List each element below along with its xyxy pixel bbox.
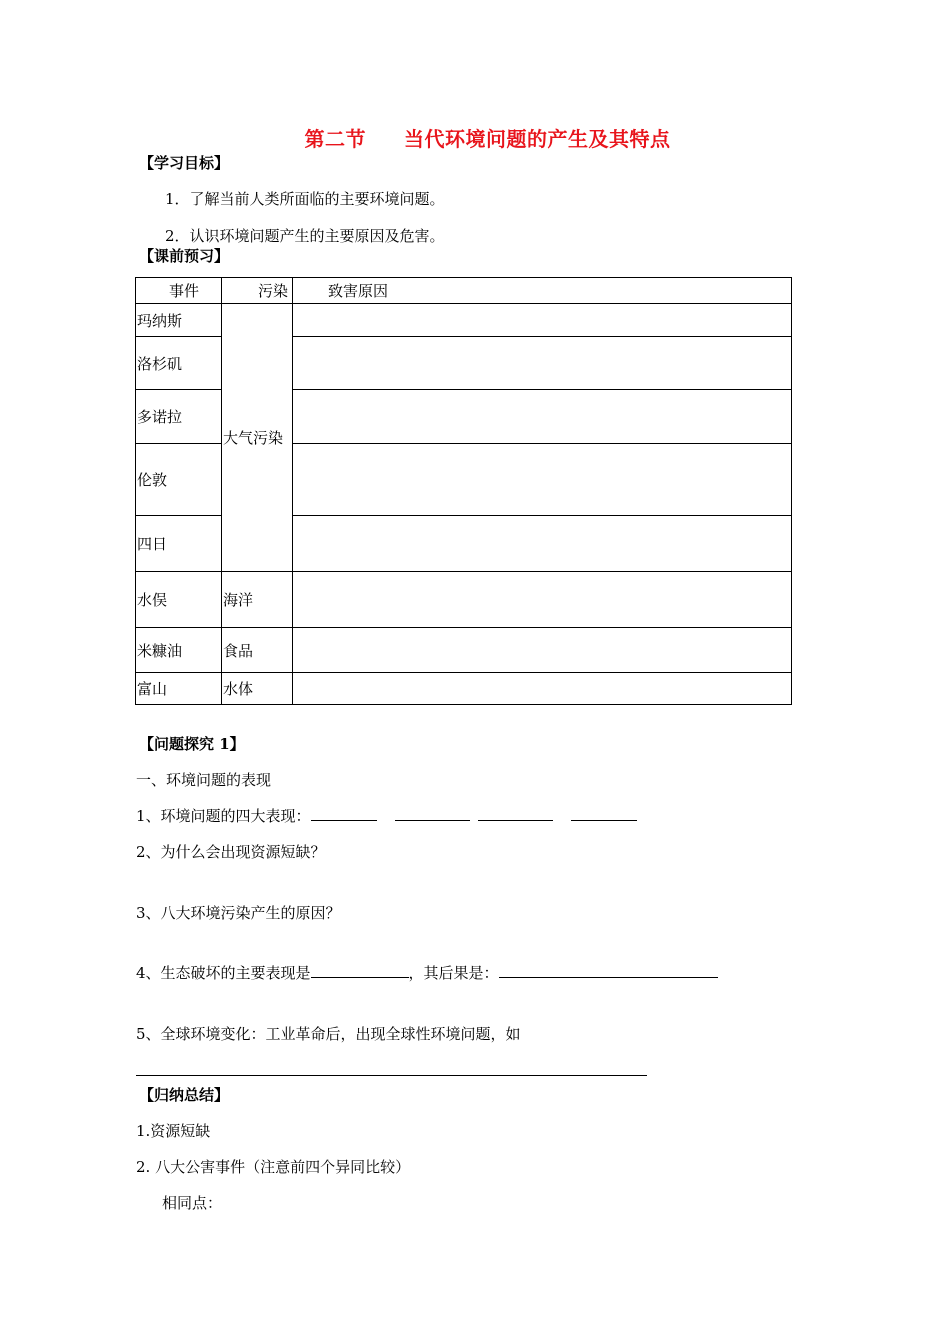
title-section-number: 第二节 <box>304 127 366 151</box>
event-cell: 米糠油 <box>136 628 222 673</box>
page-title <box>0 123 950 152</box>
table-row <box>136 673 792 705</box>
event-cell: 多诺拉 <box>136 390 222 444</box>
question-1: 1、环境问题的四大表现： <box>136 805 637 826</box>
question-3: 3、八大环境污染产生的原因？ <box>136 904 341 922</box>
title-topic: 当代环境问题的产生及其特点 <box>404 127 671 151</box>
objective-item-2: 2．认识环境问题产生的主要原因及危害。 <box>165 227 445 245</box>
cause-cell[interactable] <box>293 304 792 337</box>
event-cell: 洛杉矶 <box>136 337 222 390</box>
answer-blank-5[interactable] <box>311 963 409 978</box>
summary-item-3: 相同点： <box>162 1194 223 1212</box>
event-cell: 富山 <box>136 673 222 705</box>
table-row <box>136 572 792 628</box>
summary-heading: 【归纳总结】 <box>139 1086 230 1104</box>
pollution-cell: 食品 <box>222 628 293 673</box>
cause-cell[interactable] <box>293 444 792 516</box>
event-cell: 伦敦 <box>136 444 222 516</box>
pollution-cell: 海洋 <box>222 572 293 628</box>
answer-blank-4[interactable] <box>571 806 637 821</box>
table-row <box>136 304 792 337</box>
table-row <box>136 628 792 673</box>
event-cell: 玛纳斯 <box>136 304 222 337</box>
summary-item-1: 1.资源短缺 <box>136 1122 211 1140</box>
cause-cell[interactable] <box>293 516 792 572</box>
inquiry-subheading: 一、环境问题的表现 <box>136 771 272 789</box>
answer-blank-6[interactable] <box>499 963 718 978</box>
cause-cell[interactable] <box>293 628 792 673</box>
cause-cell[interactable] <box>293 390 792 444</box>
answer-blank-2[interactable] <box>395 806 470 821</box>
events-table <box>135 277 792 705</box>
header-cause: 致害原因 <box>293 278 792 304</box>
question-2: 2、为什么会出现资源短缺？ <box>136 843 326 861</box>
table-header-row <box>136 278 792 304</box>
pollution-cell-air: 大气污染 <box>222 304 293 572</box>
answer-blank-1[interactable] <box>311 806 377 821</box>
answer-line-q5[interactable] <box>136 1075 647 1076</box>
answer-blank-3[interactable] <box>478 806 553 821</box>
cause-cell[interactable] <box>293 673 792 705</box>
question-4: 4、生态破坏的主要表现是 ，其后果是： <box>136 962 718 983</box>
summary-item-2: 2. 八大公害事件（注意前四个异同比较） <box>136 1158 411 1176</box>
objectives-heading: 【学习目标】 <box>139 154 230 172</box>
event-cell: 水俣 <box>136 572 222 628</box>
pollution-cell: 水体 <box>222 673 293 705</box>
cause-cell[interactable] <box>293 572 792 628</box>
question-5: 5、全球环境变化：工业革命后，出现全球性环境问题，如 <box>136 1025 521 1043</box>
objective-item-1: 1．了解当前人类所面临的主要环境问题。 <box>165 190 445 208</box>
cause-cell[interactable] <box>293 337 792 390</box>
event-cell: 四日 <box>136 516 222 572</box>
inquiry-heading: 【问题探究 1】 <box>139 735 245 753</box>
header-pollution: 污染 <box>222 278 293 304</box>
header-event: 事件 <box>136 278 222 304</box>
preview-heading: 【课前预习】 <box>139 247 230 265</box>
